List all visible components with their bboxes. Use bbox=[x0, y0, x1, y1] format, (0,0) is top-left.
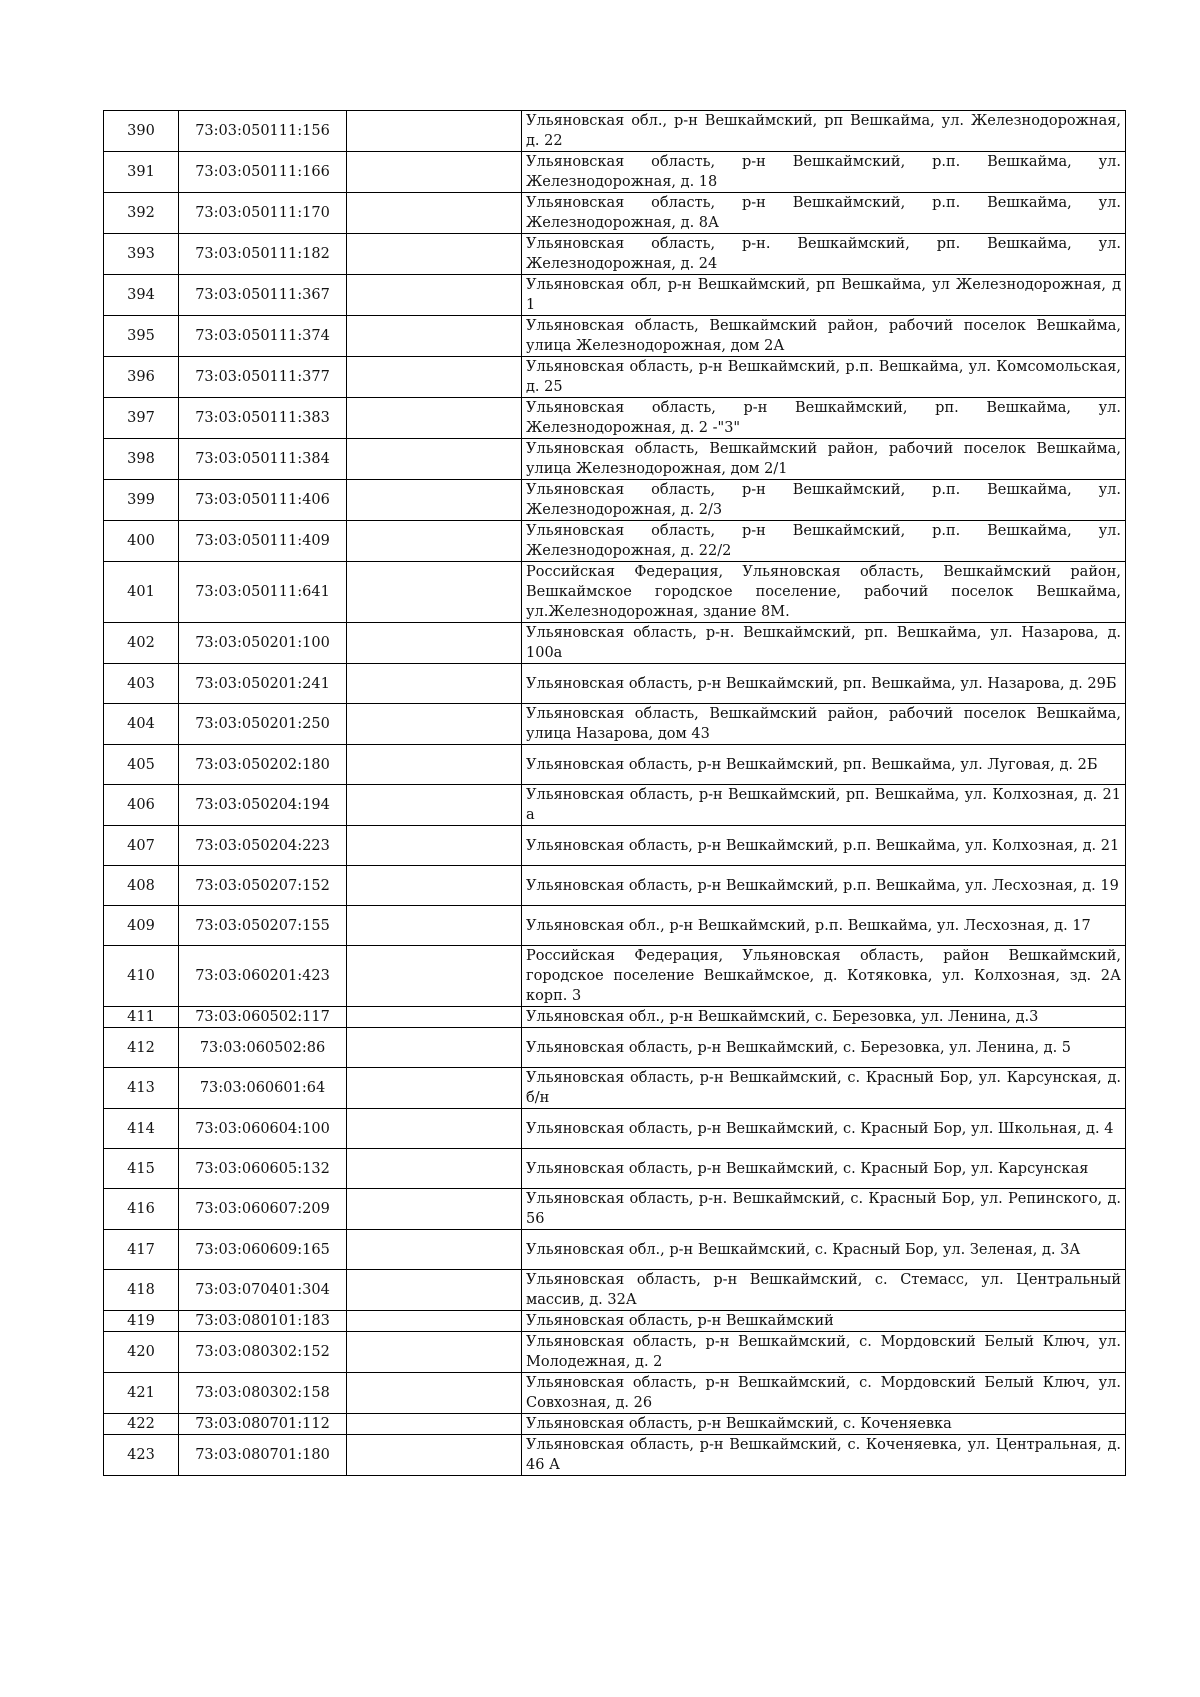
cadastral-number-cell: 73:03:080302:158 bbox=[179, 1373, 347, 1414]
address-cell: Ульяновская область, р-н Вешкаймский, с. Коченяевка bbox=[522, 1414, 1126, 1435]
empty-cell bbox=[347, 439, 522, 480]
cadastral-number-cell: 73:03:050201:241 bbox=[179, 664, 347, 704]
address-cell: Ульяновская область, Вешкаймский район, рабочий поселок Вешкайма, улица Назарова, дом 43 bbox=[522, 704, 1126, 745]
empty-cell bbox=[347, 480, 522, 521]
row-number-cell: 404 bbox=[104, 704, 179, 745]
cadastral-number-cell: 73:03:060601:64 bbox=[179, 1068, 347, 1109]
cadastral-number-cell: 73:03:060604:100 bbox=[179, 1109, 347, 1149]
address-cell: Ульяновская обл., р-н Вешкаймский, с. Березовка, ул. Ленина, д.3 bbox=[522, 1007, 1126, 1028]
empty-cell bbox=[347, 521, 522, 562]
cadastral-number-cell: 73:03:080101:183 bbox=[179, 1311, 347, 1332]
row-number-cell: 408 bbox=[104, 866, 179, 906]
table-row bbox=[104, 439, 1126, 480]
address-cell: Ульяновская обл., р-н Вешкаймский, с. Красный Бор, ул. Зеленая, д. 3А bbox=[522, 1230, 1126, 1270]
table-row bbox=[104, 623, 1126, 664]
row-number-cell: 395 bbox=[104, 316, 179, 357]
table-row bbox=[104, 111, 1126, 152]
table-row bbox=[104, 1149, 1126, 1189]
table-row bbox=[104, 480, 1126, 521]
empty-cell bbox=[347, 1332, 522, 1373]
cadastral-number-cell: 73:03:050111:641 bbox=[179, 562, 347, 623]
cadastral-number-cell: 73:03:050111:406 bbox=[179, 480, 347, 521]
cadastral-number-cell: 73:03:060502:117 bbox=[179, 1007, 347, 1028]
table-row bbox=[104, 1068, 1126, 1109]
cadastral-number-cell: 73:03:050201:250 bbox=[179, 704, 347, 745]
empty-cell bbox=[347, 704, 522, 745]
cadastral-number-cell: 73:03:050202:180 bbox=[179, 745, 347, 785]
address-cell: Ульяновская область, р-н Вешкаймский, с. Березовка, ул. Ленина, д. 5 bbox=[522, 1028, 1126, 1068]
empty-cell bbox=[347, 785, 522, 826]
table-row bbox=[104, 1435, 1126, 1476]
address-cell: Ульяновская область, р-н Вешкаймский, с. Коченяевка, ул. Центральная, д. 46 А bbox=[522, 1435, 1126, 1476]
empty-cell bbox=[347, 745, 522, 785]
table-row bbox=[104, 1311, 1126, 1332]
table-row bbox=[104, 745, 1126, 785]
address-cell: Ульяновская область, р-н. Вешкаймский, рп. Вешкайма, ул. Назарова, д. 100а bbox=[522, 623, 1126, 664]
address-cell: Ульяновская обл., р-н Вешкаймский, рп Вешкайма, ул. Железнодорожная, д. 22 bbox=[522, 111, 1126, 152]
table-row bbox=[104, 1270, 1126, 1311]
cadastral-number-cell: 73:03:060605:132 bbox=[179, 1149, 347, 1189]
table-row bbox=[104, 316, 1126, 357]
row-number-cell: 422 bbox=[104, 1414, 179, 1435]
cadastral-number-cell: 73:03:050111:384 bbox=[179, 439, 347, 480]
empty-cell bbox=[347, 1311, 522, 1332]
table-row bbox=[104, 1028, 1126, 1068]
registry-table-body bbox=[104, 111, 1126, 1476]
empty-cell bbox=[347, 316, 522, 357]
cadastral-number-cell: 73:03:060607:209 bbox=[179, 1189, 347, 1230]
row-number-cell: 394 bbox=[104, 275, 179, 316]
row-number-cell: 390 bbox=[104, 111, 179, 152]
address-cell: Ульяновская область, Вешкаймский район, рабочий поселок Вешкайма, улица Железнодорожная, дом 2А bbox=[522, 316, 1126, 357]
address-cell: Ульяновская область, р-н Вешкаймский, р.п. Вешкайма, ул. Лесхозная, д. 19 bbox=[522, 866, 1126, 906]
row-number-cell: 405 bbox=[104, 745, 179, 785]
row-number-cell: 420 bbox=[104, 1332, 179, 1373]
address-cell: Ульяновская область, р-н Вешкаймский, рп. Вешкайма, ул. Назарова, д. 29Б bbox=[522, 664, 1126, 704]
address-cell: Ульяновская область, р-н Вешкаймский, с. Мордовский Белый Ключ, ул. Молодежная, д. 2 bbox=[522, 1332, 1126, 1373]
table-row bbox=[104, 1189, 1126, 1230]
empty-cell bbox=[347, 562, 522, 623]
address-cell: Ульяновская область, р-н. Вешкаймский, с. Красный Бор, ул. Репинского, д. 56 bbox=[522, 1189, 1126, 1230]
table-row bbox=[104, 1373, 1126, 1414]
empty-cell bbox=[347, 193, 522, 234]
row-number-cell: 423 bbox=[104, 1435, 179, 1476]
cadastral-number-cell: 73:03:050207:155 bbox=[179, 906, 347, 946]
empty-cell bbox=[347, 357, 522, 398]
row-number-cell: 419 bbox=[104, 1311, 179, 1332]
empty-cell bbox=[347, 826, 522, 866]
cadastral-number-cell: 73:03:050207:152 bbox=[179, 866, 347, 906]
cadastral-number-cell: 73:03:050204:223 bbox=[179, 826, 347, 866]
row-number-cell: 415 bbox=[104, 1149, 179, 1189]
empty-cell bbox=[347, 1068, 522, 1109]
address-cell: Ульяновская область, Вешкаймский район, рабочий поселок Вешкайма, улица Железнодорожная, дом 2/1 bbox=[522, 439, 1126, 480]
row-number-cell: 409 bbox=[104, 906, 179, 946]
row-number-cell: 392 bbox=[104, 193, 179, 234]
cadastral-number-cell: 73:03:080701:180 bbox=[179, 1435, 347, 1476]
cadastral-number-cell: 73:03:060502:86 bbox=[179, 1028, 347, 1068]
cadastral-number-cell: 73:03:050111:367 bbox=[179, 275, 347, 316]
table-row bbox=[104, 562, 1126, 623]
address-cell: Ульяновская область, р-н Вешкаймский, р.п. Вешкайма, ул. Железнодорожная, д. 8А bbox=[522, 193, 1126, 234]
row-number-cell: 400 bbox=[104, 521, 179, 562]
address-cell: Российская Федерация, Ульяновская область, район Вешкаймский, городское поселение Вешкаймское, д. Котяковка, ул. Колхозная, зд. 2А корп. 3 bbox=[522, 946, 1126, 1007]
address-cell: Ульяновская область, р-н Вешкаймский, рп. Вешкайма, ул. Колхозная, д. 21 а bbox=[522, 785, 1126, 826]
empty-cell bbox=[347, 398, 522, 439]
address-cell: Ульяновская область, р-н Вешкаймский bbox=[522, 1311, 1126, 1332]
table-row bbox=[104, 152, 1126, 193]
cadastral-number-cell: 73:03:060201:423 bbox=[179, 946, 347, 1007]
cadastral-number-cell: 73:03:080302:152 bbox=[179, 1332, 347, 1373]
cadastral-number-cell: 73:03:050111:182 bbox=[179, 234, 347, 275]
empty-cell bbox=[347, 1230, 522, 1270]
cadastral-number-cell: 73:03:050111:383 bbox=[179, 398, 347, 439]
row-number-cell: 421 bbox=[104, 1373, 179, 1414]
cadastral-number-cell: 73:03:050111:409 bbox=[179, 521, 347, 562]
empty-cell bbox=[347, 866, 522, 906]
address-cell: Ульяновская область, р-н Вешкаймский, с. Красный Бор, ул. Карсунская bbox=[522, 1149, 1126, 1189]
table-row bbox=[104, 521, 1126, 562]
row-number-cell: 402 bbox=[104, 623, 179, 664]
table-row bbox=[104, 275, 1126, 316]
address-cell: Ульяновская область, р-н Вешкаймский, р.п. Вешкайма, ул. Железнодорожная, д. 18 bbox=[522, 152, 1126, 193]
table-row bbox=[104, 1414, 1126, 1435]
row-number-cell: 411 bbox=[104, 1007, 179, 1028]
row-number-cell: 401 bbox=[104, 562, 179, 623]
address-cell: Ульяновская область, р-н Вешкаймский, с. Мордовский Белый Ключ, ул. Совхозная, д. 26 bbox=[522, 1373, 1126, 1414]
empty-cell bbox=[347, 1414, 522, 1435]
address-cell: Ульяновская область, р-н Вешкаймский, с. Красный Бор, ул. Школьная, д. 4 bbox=[522, 1109, 1126, 1149]
empty-cell bbox=[347, 275, 522, 316]
table-row bbox=[104, 357, 1126, 398]
cadastral-number-cell: 73:03:050111:170 bbox=[179, 193, 347, 234]
row-number-cell: 403 bbox=[104, 664, 179, 704]
table-row bbox=[104, 664, 1126, 704]
row-number-cell: 410 bbox=[104, 946, 179, 1007]
row-number-cell: 413 bbox=[104, 1068, 179, 1109]
cadastral-number-cell: 73:03:050111:166 bbox=[179, 152, 347, 193]
row-number-cell: 391 bbox=[104, 152, 179, 193]
empty-cell bbox=[347, 1270, 522, 1311]
row-number-cell: 396 bbox=[104, 357, 179, 398]
table-row bbox=[104, 946, 1126, 1007]
table-row bbox=[104, 234, 1126, 275]
address-cell: Ульяновская область, р-н Вешкаймский, р.п. Вешкайма, ул. Колхозная, д. 21 bbox=[522, 826, 1126, 866]
cadastral-number-cell: 73:03:050201:100 bbox=[179, 623, 347, 664]
address-cell: Ульяновская область, р-н Вешкаймский, рп. Вешкайма, ул. Железнодорожная, д. 2 -"3" bbox=[522, 398, 1126, 439]
registry-table bbox=[103, 110, 1126, 1476]
row-number-cell: 407 bbox=[104, 826, 179, 866]
empty-cell bbox=[347, 906, 522, 946]
address-cell: Ульяновская область, р-н Вешкаймский, рп. Вешкайма, ул. Луговая, д. 2Б bbox=[522, 745, 1126, 785]
cadastral-number-cell: 73:03:050111:374 bbox=[179, 316, 347, 357]
table-row bbox=[104, 1109, 1126, 1149]
row-number-cell: 416 bbox=[104, 1189, 179, 1230]
row-number-cell: 418 bbox=[104, 1270, 179, 1311]
empty-cell bbox=[347, 1435, 522, 1476]
address-cell: Ульяновская область, р-н Вешкаймский, с. Стемасс, ул. Центральный массив, д. 32А bbox=[522, 1270, 1126, 1311]
cadastral-number-cell: 73:03:080701:112 bbox=[179, 1414, 347, 1435]
empty-cell bbox=[347, 664, 522, 704]
cadastral-number-cell: 73:03:060609:165 bbox=[179, 1230, 347, 1270]
row-number-cell: 393 bbox=[104, 234, 179, 275]
address-cell: Ульяновская область, р-н Вешкаймский, р.п. Вешкайма, ул. Комсомольская, д. 25 bbox=[522, 357, 1126, 398]
empty-cell bbox=[347, 1028, 522, 1068]
row-number-cell: 398 bbox=[104, 439, 179, 480]
table-row bbox=[104, 866, 1126, 906]
row-number-cell: 412 bbox=[104, 1028, 179, 1068]
row-number-cell: 414 bbox=[104, 1109, 179, 1149]
table-row bbox=[104, 193, 1126, 234]
address-cell: Российская Федерация, Ульяновская область, Вешкаймский район, Вешкаймское городское поселение, рабочий поселок Вешкайма, ул.Железнодорожная, здание 8М. bbox=[522, 562, 1126, 623]
table-row bbox=[104, 398, 1126, 439]
empty-cell bbox=[347, 1189, 522, 1230]
cadastral-number-cell: 73:03:050204:194 bbox=[179, 785, 347, 826]
address-cell: Ульяновская область, р-н Вешкаймский, с. Красный Бор, ул. Карсунская, д. б/н bbox=[522, 1068, 1126, 1109]
cadastral-number-cell: 73:03:070401:304 bbox=[179, 1270, 347, 1311]
address-cell: Ульяновская обл., р-н Вешкаймский, р.п. Вешкайма, ул. Лесхозная, д. 17 bbox=[522, 906, 1126, 946]
table-row bbox=[104, 826, 1126, 866]
table-row bbox=[104, 906, 1126, 946]
empty-cell bbox=[347, 1007, 522, 1028]
empty-cell bbox=[347, 111, 522, 152]
empty-cell bbox=[347, 946, 522, 1007]
table-row bbox=[104, 1230, 1126, 1270]
row-number-cell: 399 bbox=[104, 480, 179, 521]
address-cell: Ульяновская область, р-н Вешкаймский, р.п. Вешкайма, ул. Железнодорожная, д. 2/3 bbox=[522, 480, 1126, 521]
empty-cell bbox=[347, 1149, 522, 1189]
empty-cell bbox=[347, 1109, 522, 1149]
address-cell: Ульяновская обл, р-н Вешкаймский, рп Вешкайма, ул Железнодорожная, д 1 bbox=[522, 275, 1126, 316]
cadastral-number-cell: 73:03:050111:156 bbox=[179, 111, 347, 152]
address-cell: Ульяновская область, р-н. Вешкаймский, рп. Вешкайма, ул. Железнодорожная, д. 24 bbox=[522, 234, 1126, 275]
table-row bbox=[104, 704, 1126, 745]
row-number-cell: 397 bbox=[104, 398, 179, 439]
empty-cell bbox=[347, 623, 522, 664]
empty-cell bbox=[347, 1373, 522, 1414]
row-number-cell: 406 bbox=[104, 785, 179, 826]
table-row bbox=[104, 1007, 1126, 1028]
row-number-cell: 417 bbox=[104, 1230, 179, 1270]
table-row bbox=[104, 785, 1126, 826]
empty-cell bbox=[347, 152, 522, 193]
empty-cell bbox=[347, 234, 522, 275]
cadastral-number-cell: 73:03:050111:377 bbox=[179, 357, 347, 398]
address-cell: Ульяновская область, р-н Вешкаймский, р.п. Вешкайма, ул. Железнодорожная, д. 22/2 bbox=[522, 521, 1126, 562]
table-row bbox=[104, 1332, 1126, 1373]
